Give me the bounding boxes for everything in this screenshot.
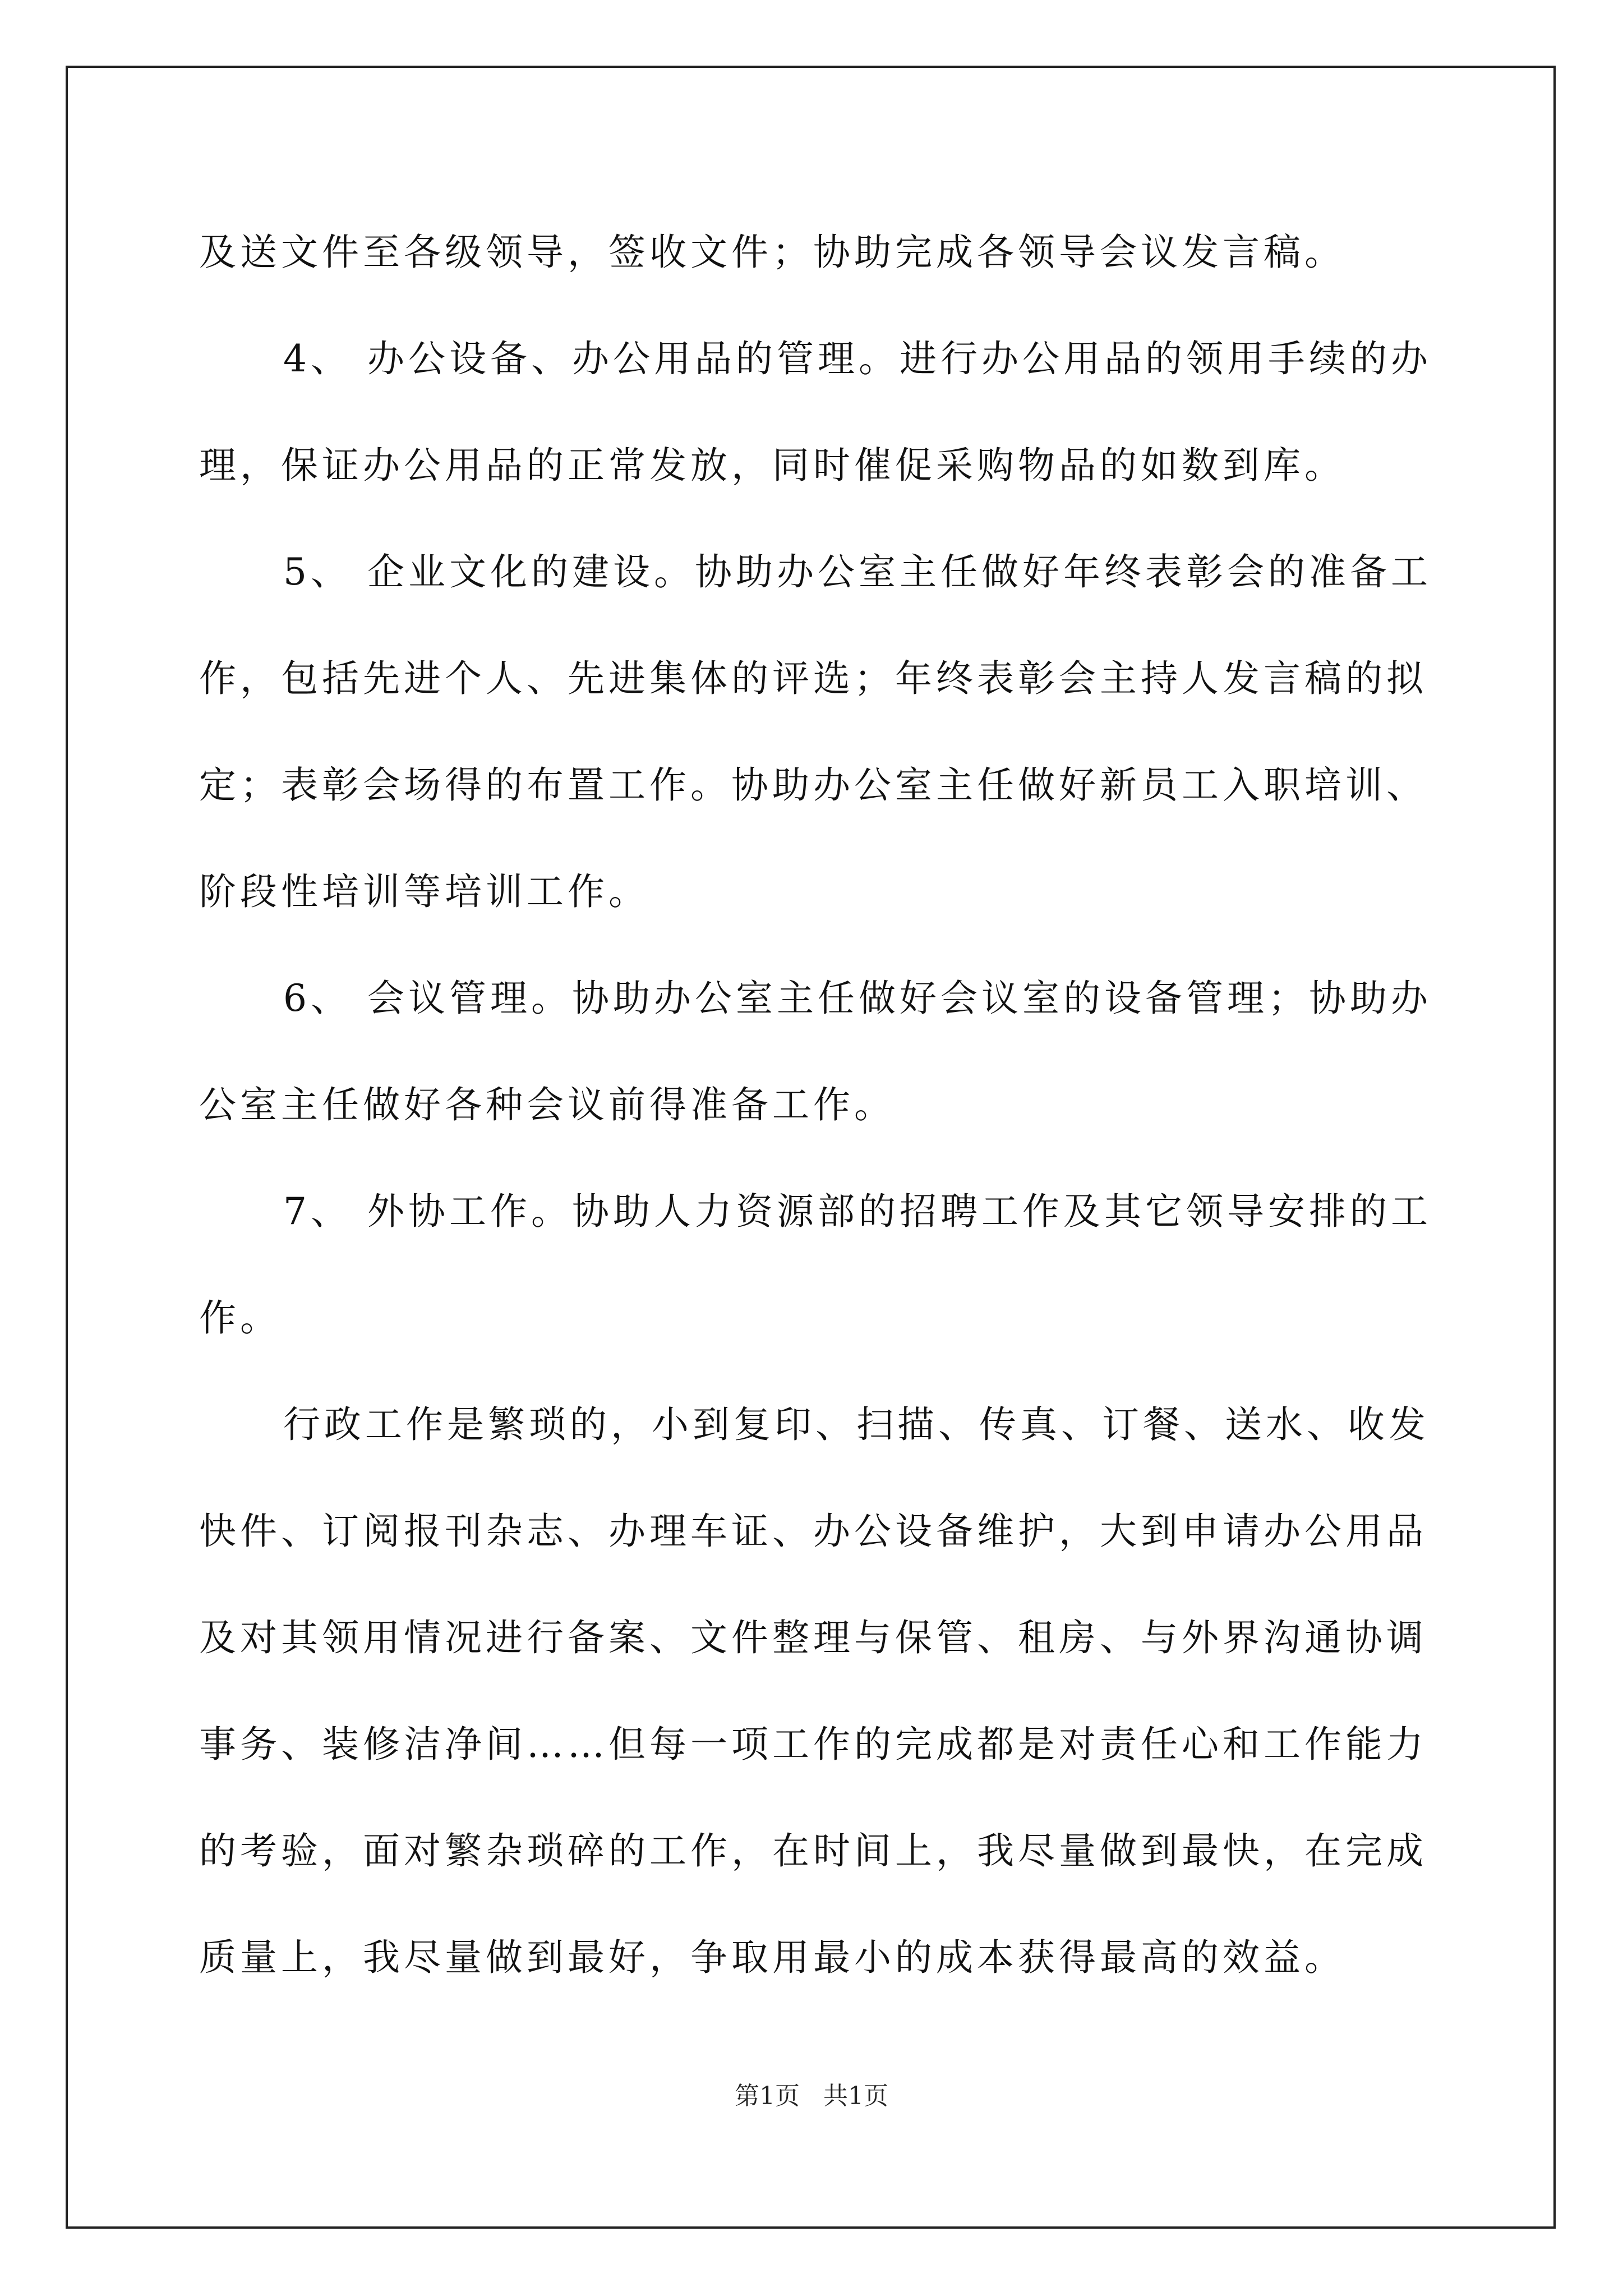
text-line: 及对其领用情况进行备案、文件整理与保管、租房、与外界沟通协调 xyxy=(199,1616,1427,1659)
page-total: 共1页 xyxy=(823,2082,888,2110)
text-line: 6、 会议管理。协助办公室主任做好会议室的设备管理；协助办 xyxy=(283,977,1432,1020)
text-line: 事务、装修洁净间……但每一项工作的完成都是对责任心和工作能力 xyxy=(199,1723,1427,1766)
text-line: 作，包括先进个人、先进集体的评选；年终表彰会主持人发言稿的拟 xyxy=(199,657,1427,700)
text-line: 及送文件至各级领导，签收文件；协助完成各领导会议发言稿。 xyxy=(199,231,1345,274)
text-line: 5、 企业文化的建设。协助办公室主任做好年终表彰会的准备工 xyxy=(283,550,1432,593)
text-line: 理，保证办公用品的正常发放，同时催促采购物品的如数到库。 xyxy=(199,444,1345,487)
text-line: 公室主任做好各种会议前得准备工作。 xyxy=(199,1083,895,1126)
text-line: 作。 xyxy=(199,1296,281,1340)
text-line: 快件、订阅报刊杂志、办理车证、办公设备维护，大到申请办公用品 xyxy=(199,1510,1427,1553)
text-line: 4、 办公设备、办公用品的管理。进行办公用品的领用手续的办 xyxy=(283,337,1432,380)
text-line: 的考验，面对繁杂琐碎的工作，在时间上，我尽量做到最快，在完成 xyxy=(199,1829,1427,1872)
text-line: 7、 外协工作。协助人力资源部的招聘工作及其它领导安排的工 xyxy=(283,1190,1432,1233)
text-line: 阶段性培训等培训工作。 xyxy=(199,870,649,913)
text-line: 定；表彰会场得的布置工作。协助办公室主任做好新员工入职培训、 xyxy=(199,763,1427,807)
text-line: 质量上，我尽量做到最好，争取用最小的成本获得最高的效益。 xyxy=(199,1936,1345,1979)
text-line: 行政工作是繁琐的，小到复印、扫描、传真、订餐、送水、收发 xyxy=(283,1403,1430,1446)
document-body xyxy=(199,199,1433,2011)
page-number: 第1页 xyxy=(735,2082,800,2110)
page-footer xyxy=(0,2076,1623,2111)
